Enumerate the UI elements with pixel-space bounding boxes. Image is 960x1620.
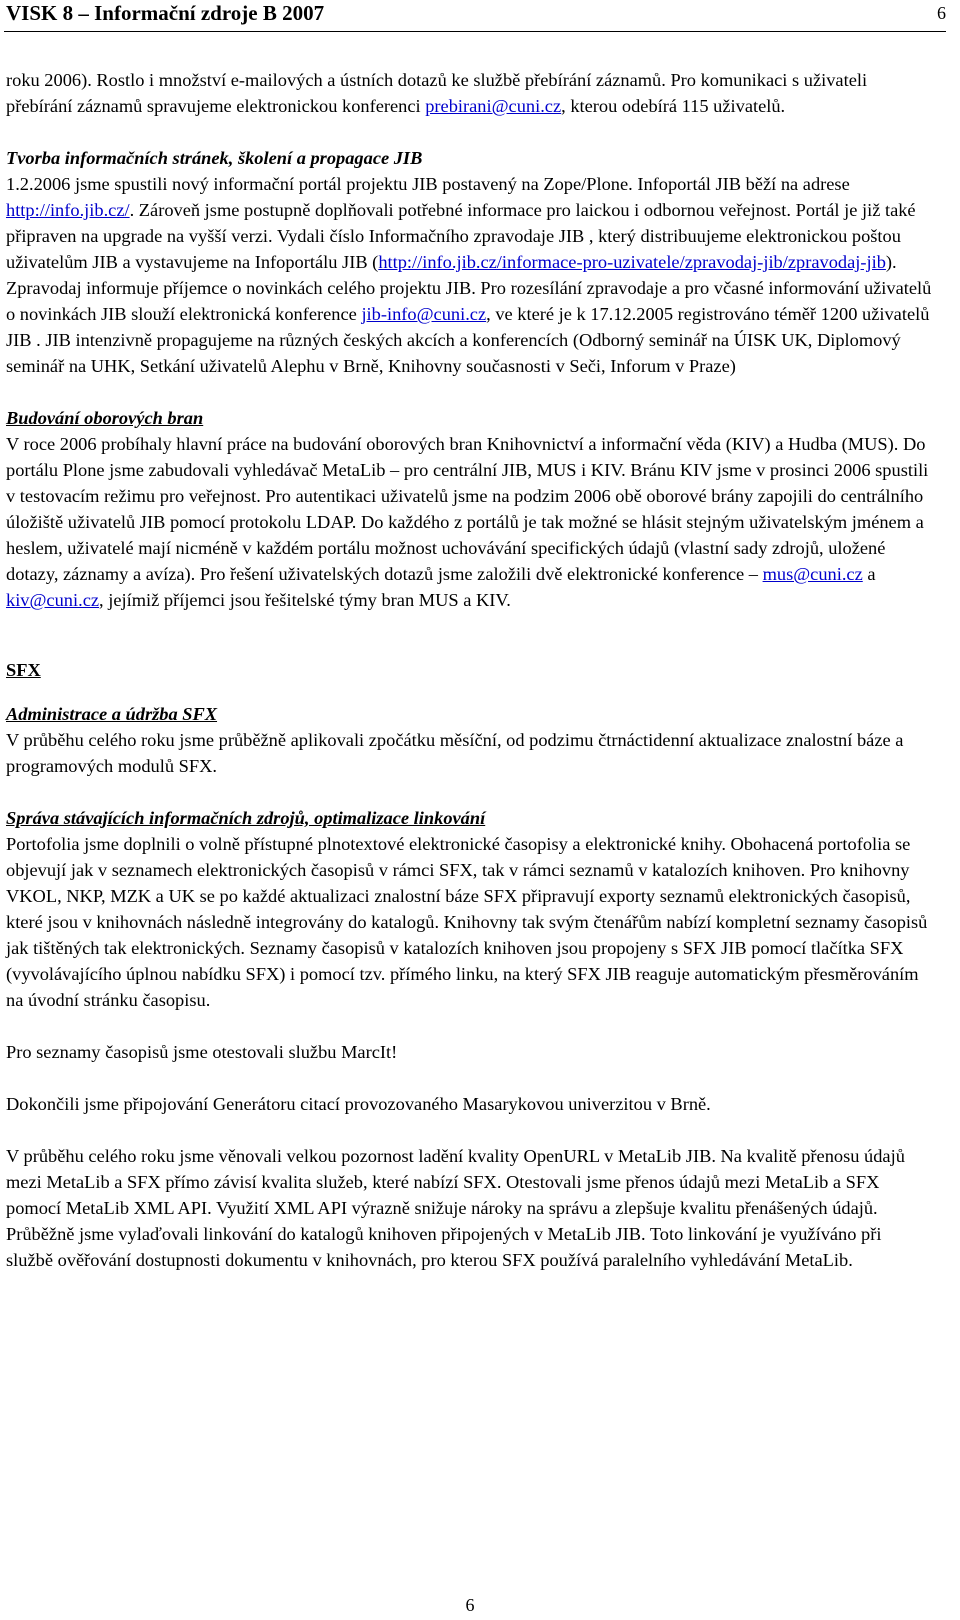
brany-section-heading: Budování oborových bran	[6, 408, 204, 428]
jib-text-1: 1.2.2006 jsme spustili nový informační portál projektu JIB postavený na Zope/Plone. Infoportál JIB běží na adrese	[6, 174, 850, 194]
page-footer-number: 6	[465, 1595, 475, 1615]
intro-text-1: roku 2006). Rostlo i množství e-mailových a ústních dotazů ke službě přebírání záznamů. Pro komunikaci s uživateli přebírání záznamů spravujeme elektronickou konferenci	[6, 70, 868, 116]
jib-text-3: ). Zpravodaj informuje příjemce o novinkách celého projektu JIB. Pro rozesílání zpravodaje a pro včasné informování uživatelů o novinkách JIB slouží elektronická konference	[6, 252, 932, 324]
brany-text-3: , jejímiž příjemci jsou řešitelské týmy bran MUS a KIV.	[99, 590, 511, 610]
sfx-section-heading: SFX	[6, 660, 41, 680]
sfx-marcit-paragraph: Pro seznamy časopisů jsme otestovali službu MarcIt!	[6, 1042, 398, 1062]
jib-info-email-link[interactable]: jib-info@cuni.cz	[361, 304, 487, 324]
header-rule	[4, 31, 946, 32]
kiv-email-link[interactable]: kiv@cuni.cz	[6, 590, 100, 610]
intro-text-2: , kterou odebírá 115 uživatelů.	[561, 96, 786, 116]
zpravodaj-link[interactable]: http://info.jib.cz/informace-pro-uzivatele/zpravodaj-jib/zpravodaj-jib	[378, 252, 886, 272]
mus-email-link[interactable]: mus@cuni.cz	[762, 564, 863, 584]
sfx-sprava-paragraph: Portofolia jsme doplnili o volně přístupné plnotextové elektronické časopisy a elektronické knihy. Obohacená portofolia se objevují jak v seznamech elektronických časopisů v rámci SFX, tak v rámci seznamů v katalozích knihoven. Pro knihovny VKOL, NKP, MZK a UK se po každé aktualizaci znalostní báze SFX připravují exporty seznamů elektronických časopisů, které jsou v knihovnách následně integrovány do katalogů. Knihovny tak svým čtenářům nabízí kompletní seznamy časopisů jak tištěných tak elektronických. Seznamy časopisů v katalozích knihoven jsou propojeny s SFX JIB pomocí tlačítka SFX (vyvolávajícího úplnou nabídku SFX) i pomocí tzv. přímého linku, na který SFX JIB reaguje automatickým přesměrováním na úvodní stránku časopisu.	[6, 834, 928, 1010]
sfx-openurl-paragraph: V průběhu celého roku jsme věnovali velkou pozornost ladění kvality OpenURL v MetaLib JIB. Na kvalitě přenosu údajů mezi MetaLib a SFX přímo závisí kvalita služeb, které nabízí SFX. Otestovali jsme přenos údajů mezi MetaLib a SFX pomocí MetaLib XML API. Využití XML API výrazně snižuje nároky na správu a zlepšuje kvalitu přenášených údajů.	[6, 1146, 905, 1218]
header-page-number: 6	[937, 3, 946, 23]
header-title: VISK 8 – Informační zdroje B 2007	[6, 1, 325, 25]
sfx-sprava-heading: Správa stávajících informačních zdrojů, optimalizace linkování	[6, 808, 486, 828]
document-body	[6, 67, 932, 1273]
jib-text-4: , ve které je k 17.12.2005 registrováno téměř 1200 uživatelů JIB . JIB intenzivně propagujeme na různých českých akcích a konferencích (Odborný seminář na ÚISK UK, Diplomový seminář na UHK, Setkání uživatelů Alephu v Brně, Knihovny současnosti v Seči, Inforum v Praze)	[6, 304, 930, 376]
intro-paragraph	[6, 67, 932, 119]
sfx-admin-paragraph: V průběhu celého roku jsme průběžně aplikovali zpočátku měsíční, od podzimu čtrnáctidenní aktualizace znalostní báze a programových modulů SFX.	[6, 730, 904, 776]
sfx-generator-paragraph: Dokončili jsme připojování Generátoru citací provozovaného Masarykovou univerzitou v Brně.	[6, 1094, 711, 1114]
brany-paragraph	[6, 431, 932, 613]
brany-text-1: V roce 2006 probíhaly hlavní práce na budování oborových bran Knihovnictví a informační věda (KIV) a Hudba (MUS). Do portálu Plone jsme zabudovali vyhledávač MetaLib – pro centrální JIB, MUS i KIV. Bránu KIV jsme v prosinci 2006 spustili v testovacím režimu pro veřejnost. Pro autentikaci uživatelů jsme na podzim 2006 obě oborové brány zapojili do centrálního úložiště uživatelů JIB pomocí protokolu LDAP. Do každého z portálů je tak možné se hlásit stejným uživatelským jménem a heslem, uživatelé mají nicméně v každém portálu možnost uchovávání specifických údajů (vlastní sady zdrojů, uložené dotazy, záznamy a avíza). Pro řešení uživatelských dotazů jsme založili dvě elektronické konference –	[6, 434, 929, 584]
sfx-linkovani-paragraph: Průběžně jsme vylaďovali linkování do katalogů knihoven připojených v MetaLib JIB. Toto linkování je využíváno při službě ověřování dostupnosti dokumentu v knihovnách, pro kterou SFX používá paralelního vyhledávání MetaLib.	[6, 1224, 882, 1270]
jib-paragraph	[6, 171, 932, 379]
jib-section-heading: Tvorba informačních stránek, školení a propagace JIB	[6, 148, 423, 168]
infoportal-link[interactable]: http://info.jib.cz/	[6, 200, 130, 220]
page-header	[6, 0, 946, 30]
brany-text-2: a	[862, 564, 876, 584]
jib-text-2: . Zároveň jsme postupně doplňovali potřebné informace pro laickou i odbornou veřejnost. Portál je již také připraven na upgrade na vyšší verzi. Vydali číslo Informačního zpravodaje JIB , který distribuujeme elektronickou poštou uživatelům JIB a vystavujeme na Infoportálu JIB (	[6, 200, 916, 272]
prebirani-email-link[interactable]: prebirani@cuni.cz	[425, 96, 562, 116]
sfx-admin-heading: Administrace a údržba SFX	[6, 704, 218, 724]
